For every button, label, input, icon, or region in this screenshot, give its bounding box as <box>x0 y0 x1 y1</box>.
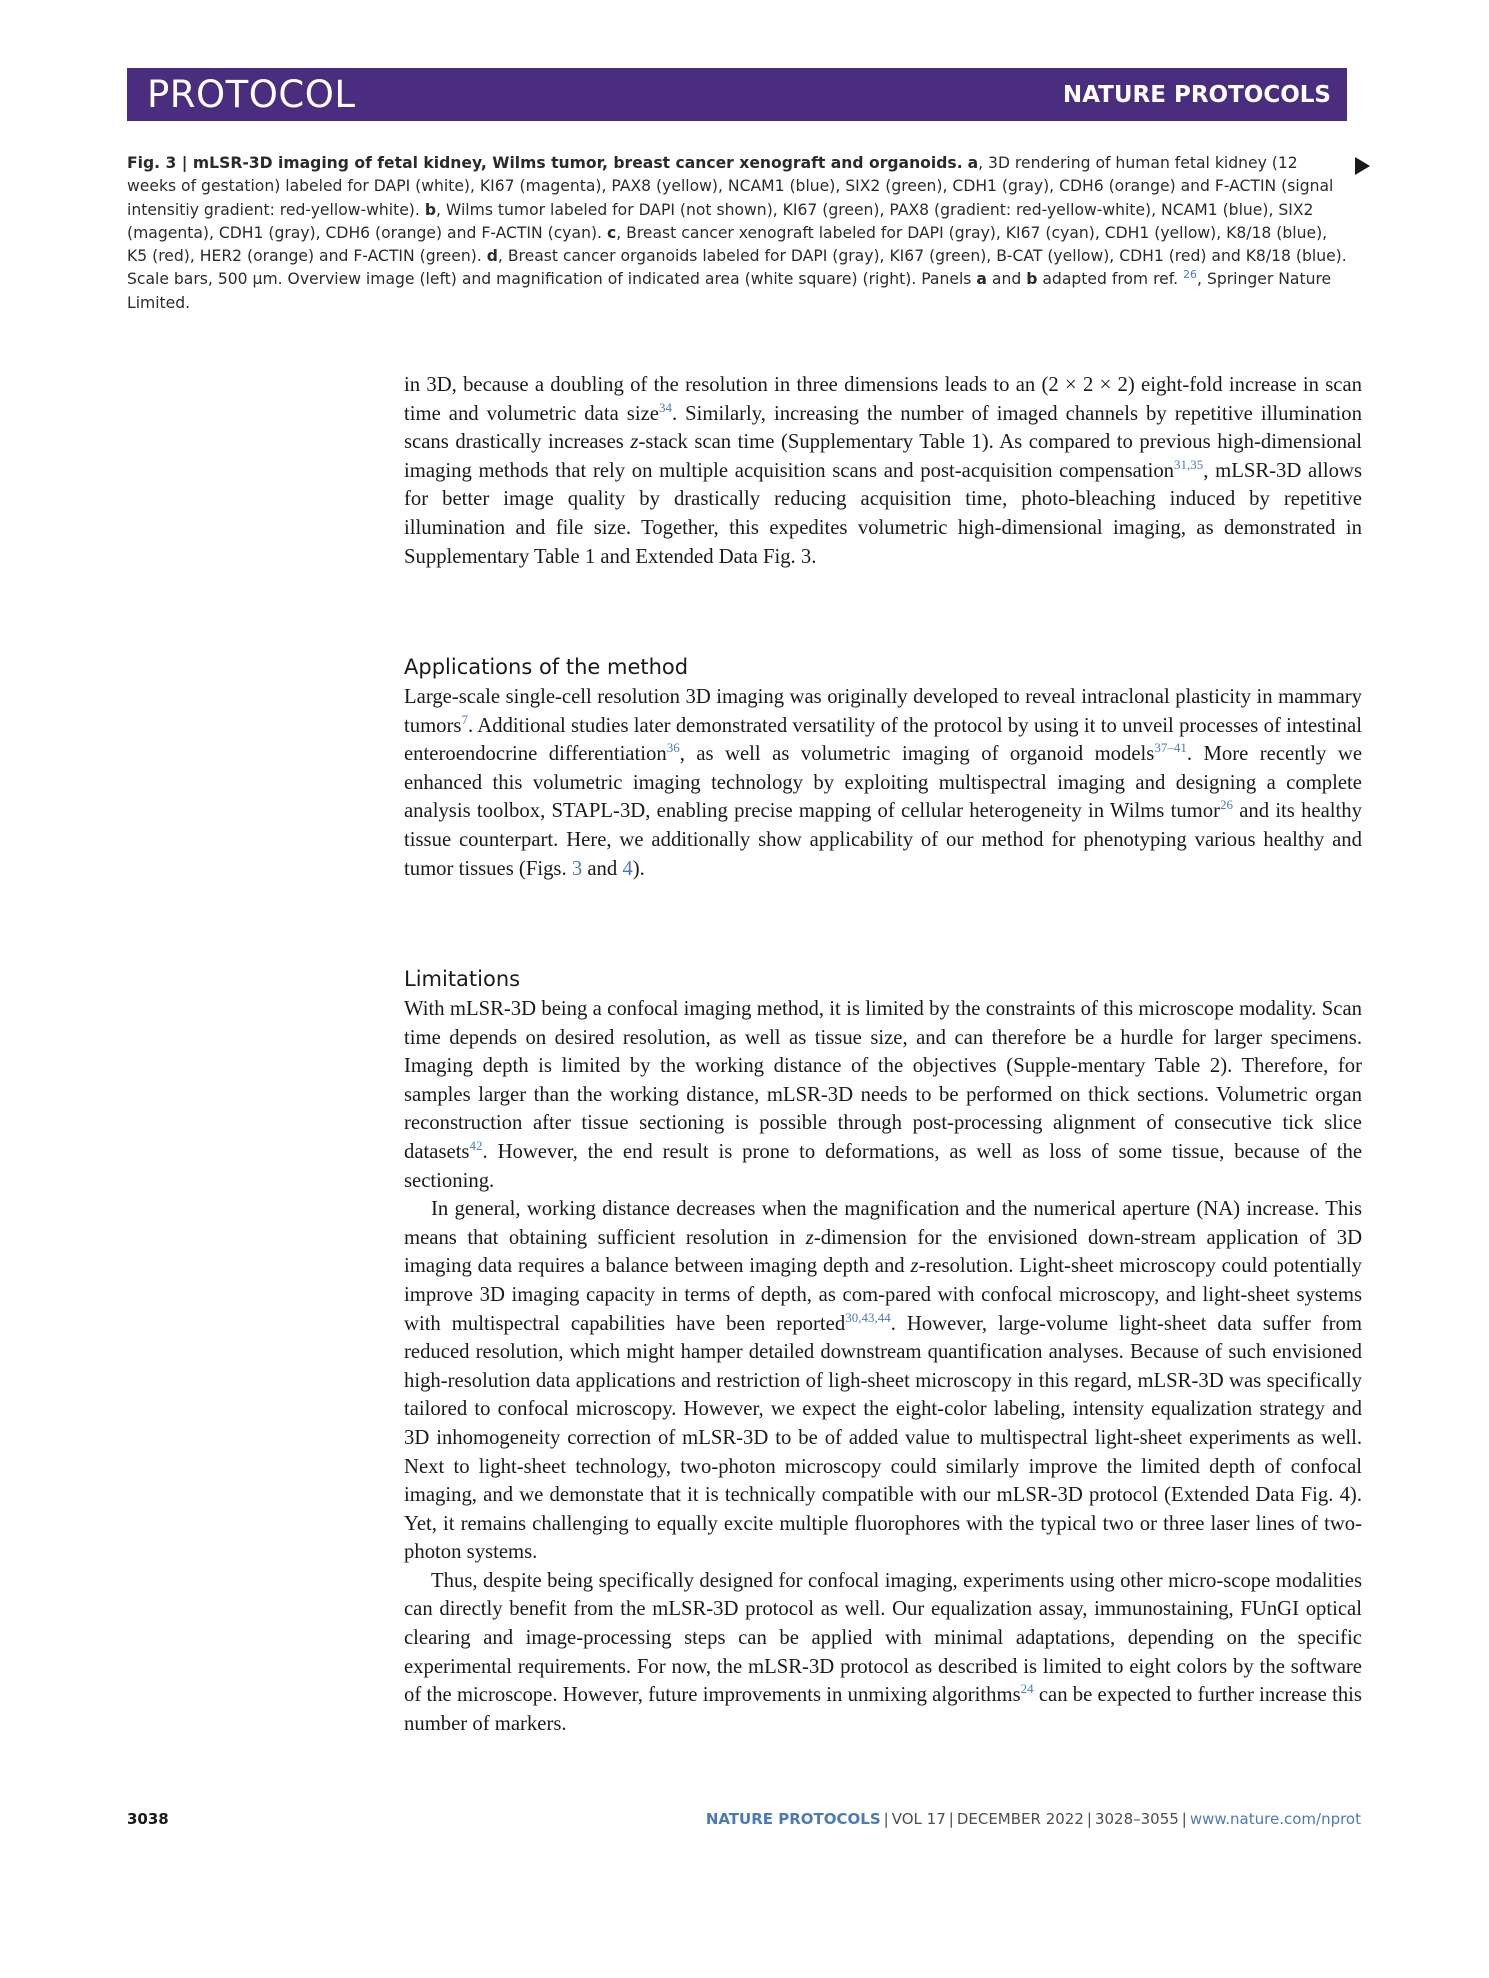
reference-link[interactable]: 42 <box>469 1138 483 1154</box>
figure-link[interactable]: 3 <box>571 857 583 880</box>
reference-link[interactable]: 34 <box>658 399 672 415</box>
footer-citation: NATURE PROTOCOLS | VOL 17 | DECEMBER 2022 | 3028–3055 | www.nature.com/nprot <box>705 1810 1361 1828</box>
reference-link[interactable]: 24 <box>1020 1681 1034 1697</box>
paragraph-5: Thus, despite being specifically designed for confocal imaging, experiments using other micro-scope modalities can directly benefit from the mLSR-3D protocol as well. Our equalization assay, immunostaining, FUnGI optical clearing and image-processing steps can be applied with minimal adaptations, depending on the specific experimental requirements. For now, the mLSR-3D protocol as described is limited to eight colors by the software of the microscope. However, future improvements in unmixing algorithms$^{24}$ can be expected to further increase this number of markers. <box>404 1569 1362 1735</box>
reference-link[interactable]: 26 <box>1183 268 1198 282</box>
paragraph-3: With mLSR-3D being a confocal imaging method, it is limited by the constraints of this microscope modality. Scan time depends on desired resolution, as well as tissue size, and can therefore be a hurdle for larger specimens. Imaging depth is limited by the working distance of the objectives (Supple-mentary Table 2). Therefore, for samples larger than the working distance, mLSR-3D needs to be performed on thick sections. Volumetric organ reconstruction after tissue sectioning is possible through post-processing alignment of consecutive tick slice datasets$^{42}$. However, the end result is prone to deformations, as well as loss of some tissue, because of the sectioning. In general, working distance decreases when the magnification and the numerical aperture (NA) increase. This means that obtaining sufficient resolution in z-dimension for the envisioned down-stream application of 3D imaging data requires a balance between imaging depth and z-resolution. Light-sheet microscopy could potentially improve 3D imaging capacity in terms of depth, as com-pared with confocal microscopy, and light-sheet systems with multispectral capabilities have been reported$^{30,43,44}$. However, large-volume light-sheet data suffer from reduced resolution, which might hamper detailed downstream quantification analyses. Because of such envisioned high-resolution data applications and restriction of ligh-sheet microscopy in this regard, mLSR-3D was specifically tailored to confocal microscopy. However, we expect the eight-color labeling, intensity equalization strategy and 3D inhomogeneity correction of mLSR-3D to be of added value to multispectral light-sheet experiments as well. Next to light-sheet technology, two-photon microscopy could similarly improve the limited depth of confocal imaging, and we demonstate that it is technically compatible with our mLSR-3D protocol (Extended Data Fig. 4). Yet, it remains challenging to equally excite multiple fluorophores with the typical two or three laser lines of two-photon systems. Thus, despite being specifically designed for confocal imaging, experiments using other micro-scope modalities can directly benefit from the mLSR-3D protocol as well. Our equalization assay, immunostaining, FUnGI optical clearing and image-processing steps can be applied with minimal adaptations, depending on the specific experimental requirements. For now, the mLSR-3D protocol as described is limited to eight colors by the software of the microscope. However, future improvements in unmixing algorithms$^{24}$ can be expected to further increase this number of markers. <box>404 995 1362 1738</box>
figure-link[interactable]: 4 <box>622 857 633 880</box>
paragraph-2: Large-scale single-cell resolution 3D imaging was originally developed to reveal intraclonal plasticity in mammary tumors$^7$. Additional studies later demonstrated versatility of the protocol by using it to unveil processes of intestinal enteroendocrine differentiation$^{36}$, as well as volumetric imaging of organoid models$^{37-41}$. More recently we enhanced this volumetric imaging technology by exploiting multispectral imaging and designing a complete analysis toolbox, STAPL-3D, enabling precise mapping of cellular heterogeneity in Wilms tumor$^{26}$ and its healthy tissue counterpart. Here, we additionally show applicability of our method for phenotyping various healthy and tumor tissues (Figs. 3 and 4). <box>404 686 1362 880</box>
section-heading-applications: Applications of the method <box>404 655 689 679</box>
journal-name: NATURE PROTOCOLS <box>1062 81 1331 108</box>
reference-link[interactable]: 30,43,44 <box>845 1309 891 1325</box>
continue-arrow-icon <box>1355 157 1370 175</box>
reference-link[interactable]: 7 <box>461 711 468 727</box>
paragraph-4: In general, working distance decreases when the magnification and the numerical aperture (NA) increase. This means that obtaining sufficient resolution in z-dimension for the envisioned down-stream application of 3D imaging data requires a balance between imaging depth and z-resolution. Light-sheet microscopy could potentially improve 3D imaging capacity in terms of depth, as com-pared with confocal microscopy, and light-sheet systems with multispectral capabilities have been reported$^{30,43,44}$. However, large-volume light-sheet data suffer from reduced resolution, which might hamper detailed downstream quantification analyses. Because of such envisioned high-resolution data applications and restriction of ligh-sheet microscopy in this regard, mLSR-3D was specifically tailored to confocal microscopy. However, we expect the eight-color labeling, intensity equalization strategy and 3D inhomogeneity correction of mLSR-3D to be of added value to multispectral light-sheet experiments as well. Next to light-sheet technology, two-photon microscopy could similarly improve the limited depth of confocal imaging, and we demonstate that it is technically compatible with our mLSR-3D protocol (Extended Data Fig. 4). Yet, it remains challenging to equally excite multiple fluorophores with the typical two or three laser lines of two-photon systems. <box>404 1198 1363 1564</box>
page-number: 3038 <box>127 1810 169 1828</box>
journal-url-link[interactable]: www.nature.com/nprot <box>1189 1810 1361 1828</box>
reference-link[interactable]: 31,35 <box>1174 456 1204 472</box>
section-heading-limitations: Limitations <box>404 967 521 991</box>
header-bar <box>127 68 1347 121</box>
reference-link[interactable]: 37–41 <box>1154 740 1187 756</box>
paragraph-1: in 3D, because a doubling of the resolution in three dimensions leads to an (2 × 2 × 2) eight-fold increase in scan time and volumetric data size$^{34}$. Similarly, increasing the number of imaged channels by repetitive illumination scans drastically increases z-stack scan time (Supplementary Table 1). As compared to previous high-dimensional imaging methods that rely on multiple acquisition scans and post-acquisition compensation$^{31,35}$, mLSR-3D allows for better image quality by drastically reducing acquisition time, photo-bleaching induced by repetitive illumination and file size. Together, this expedites volumetric high-dimensional imaging, as demonstrated in Supplementary Table 1 and Extended Data Fig. 3. <box>404 374 1363 568</box>
reference-link[interactable]: 26 <box>1219 797 1233 813</box>
reference-link[interactable]: 36 <box>666 740 680 756</box>
section-label: PROTOCOL <box>147 73 356 116</box>
figure-caption: Fig. 3 | mLSR-3D imaging of fetal kidney, Wilms tumor, breast cancer xenograft and organoids. a, 3D rendering of human fetal kidney (12 weeks of gestation) labeled for DAPI (white), KI67 (magenta), PAX8 (yellow), NCAM1 (blue), SIX2 (green), CDH1 (gray), CDH6 (orange) and F-ACTIN (signal intensitiy gradient: red-yellow-white). b, Wilms tumor labeled for DAPI (not shown), KI67 (green), PAX8 (gradient: red-yellow-white), NCAM1 (blue), SIX2 (magenta), CDH1 (gray), CDH6 (orange) and F-ACTIN (cyan). c, Breast cancer xenograft labeled for DAPI (gray), KI67 (cyan), CDH1 (yellow), K8/18 (blue), K5 (red), HER2 (orange) and F-ACTIN (green). d, Breast cancer organoids labeled for DAPI (gray), KI67 (green), B-CAT (yellow), CDH1 (red) and K8/18 (blue). Scale bars, 500 µm. Overview image (left) and magnification of indicated area (white square) (right). Panels a and b adapted from ref. $^{26}$, Springer Nature Limited. <box>127 154 1347 312</box>
caption-title: Fig. 3 | mLSR-3D imaging of fetal kidney, Wilms tumor, breast cancer xenograft and organoids. <box>127 154 963 172</box>
